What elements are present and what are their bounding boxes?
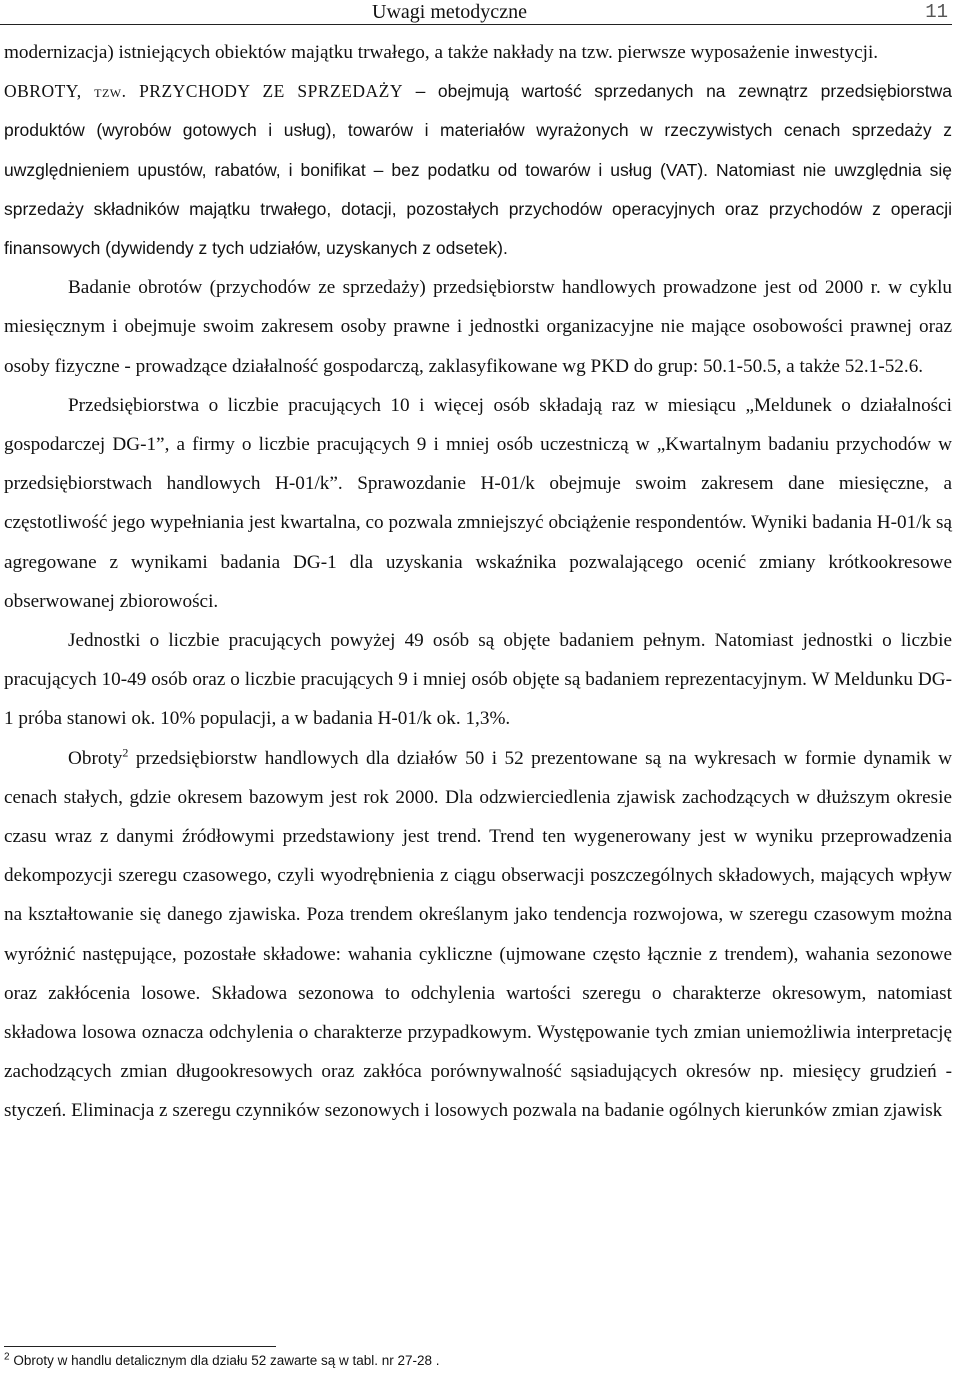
footnote-mark: 2 xyxy=(4,1351,10,1363)
page-number: 11 xyxy=(925,1,948,23)
paragraph-text: Badanie obrotów (przychodów ze sprzedaży) przedsiębiorstw handlowych prowadzone jest od 2000 r. w cyklu miesięcznym i obejmuje swoim zakresem osoby prawne i jednostki organizacyjne nie mające osobowości prawnej oraz osoby fizyczne - prowadzące działalność gospodarczą, zaklasyfikowane wg PKD do grup: 50.1-50.5, a także 52.1-52.6. xyxy=(4,277,952,377)
paragraph-obroty-definition xyxy=(4,72,952,268)
footnote-text: Obroty w handlu detalicznym dla działu 52 zawarte są w tabl. nr 27-28 . xyxy=(13,1353,440,1368)
paragraph-text: Przedsiębiorstwa o liczbie pracujących 10 i więcej osób składają raz w miesiącu „Meldunek o działalności gospodarczej DG-1”, a firmy o liczbie pracujących 9 i mniej osób uczestniczą w „Kwartalnym badaniu przychodów w przedsiębiorstwach handlowych H-01/k”. Sprawozdanie H-01/k obejmuje swoim zakresem dane miesięczne, a częstotliwość jego wypełniania jest kwartalna, co pozwala zmniejszyć obciążenie respondentów. Wyniki badania H-01/k są agregowane z wynikami badania DG-1 dla uzyskania wskaźnika pozwalającego ocenić zmiany krótkookresowe obserwowanej zbiorowości. xyxy=(4,394,952,612)
footnote-reference[interactable]: 2 xyxy=(122,745,129,760)
paragraph-text: modernizacja) istniejących obiektów majątku trwałego, a także nakłady na tzw. pierwsze wyposażenie inwestycji. xyxy=(4,42,879,63)
running-header xyxy=(0,0,952,25)
footnote xyxy=(4,1352,944,1370)
header-title: Uwagi metodyczne xyxy=(372,1,527,23)
exclusion-text: Natomiast nie uwzględnia się sprzedaży składników majątku trwałego, dotacji, pozostałych przychodów operacyjnych oraz przychodów z operacji finansowych (dywidendy z tych udziałów, uzyskanych z odsetek). xyxy=(4,159,952,259)
paragraph-text: przedsiębiorstw handlowych dla działów 50 i 52 prezentowane są na wykresach w formie dynamik w cenach stałych, gdzie okresem bazowym jest rok 2000. Dla odzwierciedlenia zjawisk zachodzących w dłuższym okresie czasu wraz z danymi źródłowymi przedstawiony jest trend. Trend ten wygenerowany jest w wyniku przeprowadzenia dekompozycji szeregu czasowego, czyli wyodrębnienia z ciągu obserwacji poszczególnych składowych, mających wpływ na kształtowanie się danego zjawiska. Poza trendem określanym jako tendencja rozwojowa, w szeregu czasowym można wyróżnić następujące, pozostałe składowe: wahania cykliczne (ujmowane często łącznie z trendem), wahania sezonowe oraz zakłócenia losowe. Składowa sezonowa to odchylenia wartości szeregu o charakterze okresowym, natomiast składowa losowa oznacza odchylenia o charakterze przypadkowym. Występowanie tych zmian uniemożliwia interpretację zachodzących zmian długookresowych oraz zakłóca porównywalność sąsiadujących okresów np. miesięcy grudzień - styczeń. Eliminacja z szeregu czynników sezonowych i losowych pozwala na badanie ogólnych kierunków zmian zjawisk xyxy=(4,747,952,1122)
paragraph-trend xyxy=(4,739,952,1131)
paragraph-sampling xyxy=(4,621,952,739)
paragraph-intro xyxy=(4,33,952,72)
definition-text: – obejmują wartość sprzedanych na zewnątrz przedsiębiorstwa produktów (wyrobów gotowych i usług), towarów i materiałów wyrażonych w rzeczywistych cenach sprzedaży z uwzględnieniem upustów, rabatów, i bonifikat – bez podatku od towarów i usług (VAT). xyxy=(4,81,952,180)
paragraph-reporting xyxy=(4,386,952,621)
document-body xyxy=(4,33,952,1131)
footnote-divider xyxy=(4,1346,276,1347)
term-obroty: OBROTY, tzw. xyxy=(4,81,127,102)
term-przychody: PRZYCHODY ZE SPRZEDAŻY xyxy=(139,81,404,102)
paragraph-survey-scope xyxy=(4,268,952,386)
paragraph-text: Jednostki o liczbie pracujących powyżej 49 osób są objęte badaniem pełnym. Natomiast jednostki o liczbie pracujących 10-49 osób oraz o liczbie pracujących 9 i mniej osób objęte są badaniem reprezentacyjnym. W Meldunku DG-1 próba stanowi ok. 10% populacji, a w badania H-01/k ok. 1,3%. xyxy=(4,630,952,730)
paragraph-lead: Obroty xyxy=(68,747,123,769)
